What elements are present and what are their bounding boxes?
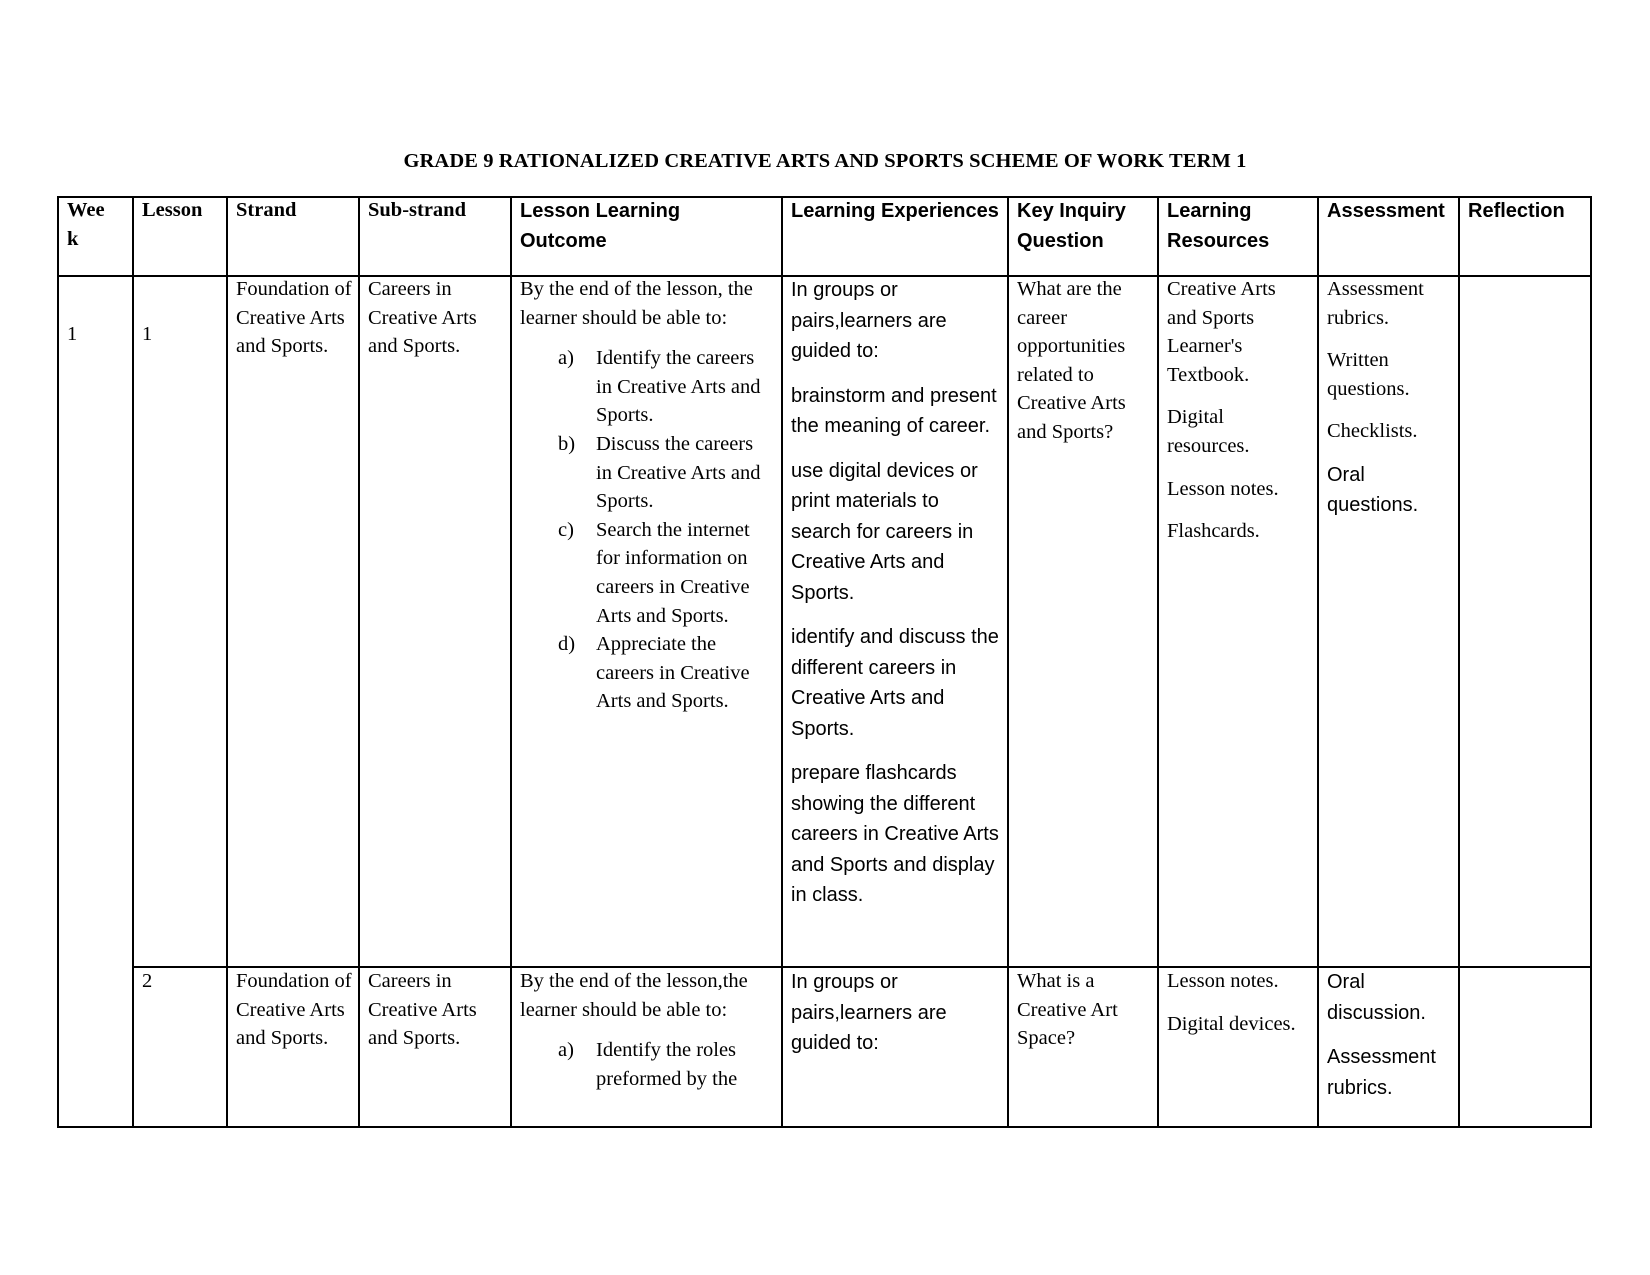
column-divider: [1157, 196, 1159, 1127]
resource-item: Digital resources.: [1167, 406, 1250, 457]
outcome-text: Identify the careers in Creative Arts and Sports.: [596, 347, 761, 427]
cell-key-inquiry-question: What are the career opportunities related to Creative Arts and Sports?: [1017, 278, 1126, 443]
header-strand: Strand: [236, 199, 297, 221]
column-divider: [358, 196, 360, 1127]
cell-learning-outcome: [520, 275, 774, 716]
header-learning-outcome: Lesson Learning Outcome: [520, 200, 681, 252]
cell-lesson: 2: [142, 970, 153, 992]
table-border-right: [1590, 196, 1592, 1127]
header-key-inquiry-question: Key Inquiry Question: [1017, 200, 1126, 252]
cell-learning-experiences: [791, 967, 1001, 1059]
header-reflection: Reflection: [1468, 200, 1565, 222]
cell-strand: Foundation of Creative Arts and Sports.: [236, 278, 352, 358]
list-marker: d): [558, 633, 576, 656]
list-item: [520, 344, 774, 430]
header-week: Wee k: [67, 199, 105, 250]
cell-sub-strand: Careers in Creative Arts and Sports.: [368, 970, 477, 1050]
column-divider: [1317, 196, 1319, 1127]
experience-paragraph: brainstorm and present the meaning of career.: [791, 384, 997, 437]
column-divider: [1007, 196, 1009, 1127]
list-item: [520, 1036, 760, 1093]
cell-assessment: [1327, 967, 1452, 1103]
outcome-text: Search the internet for information on careers in Creative Arts and Sports.: [596, 518, 750, 627]
experience-paragraph: prepare flashcards showing the different careers in Creative Arts and Sports and display in class.: [791, 762, 999, 906]
outcome-text: Appreciate the careers in Creative Arts and Sports.: [596, 633, 750, 713]
experience-paragraph: In groups or pairs,learners are guided to:: [791, 279, 947, 362]
header-learning-resources: Learning Resources: [1167, 200, 1270, 252]
cell-sub-strand: Careers in Creative Arts and Sports.: [368, 278, 477, 358]
resource-item: Lesson notes.: [1167, 477, 1279, 500]
resource-item: Lesson notes.: [1167, 970, 1279, 992]
column-divider: [510, 196, 512, 1127]
assessment-item: Written questions.: [1327, 349, 1410, 400]
assessment-item: Oral discussion.: [1327, 971, 1426, 1024]
table-border-bottom: [57, 1126, 1592, 1128]
cell-strand: Foundation of Creative Arts and Sports.: [236, 970, 352, 1050]
list-marker: a): [558, 347, 574, 370]
document-title: GRADE 9 RATIONALIZED CREATIVE ARTS AND SPORTS SCHEME OF WORK TERM 1: [403, 150, 1247, 172]
experience-paragraph: In groups or pairs,learners are guided to:: [791, 971, 947, 1054]
cell-assessment: [1327, 275, 1447, 520]
outcome-intro: By the end of the lesson, the learner should be able to:: [520, 278, 753, 329]
outcome-list: [520, 1036, 760, 1093]
experience-paragraph: use digital devices or print materials to search for careers in Creative Arts and Sports.: [791, 459, 978, 604]
cell-learning-resources: [1167, 967, 1307, 1038]
assessment-item: Oral questions.: [1327, 463, 1419, 516]
assessment-item: Assessment rubrics.: [1327, 1046, 1436, 1099]
header-learning-experiences: Learning Experiences: [791, 200, 999, 222]
list-marker: a): [558, 1039, 574, 1062]
outcome-list: [520, 344, 774, 716]
outcome-intro: By the end of the lesson,the learner should be able to:: [520, 970, 748, 1021]
assessment-item: Assessment rubrics.: [1327, 278, 1424, 329]
header-sub-strand: Sub-strand: [368, 199, 466, 221]
list-item: [520, 516, 774, 630]
cell-lesson: 1: [142, 323, 153, 345]
cell-week: 1: [67, 323, 78, 345]
header-assessment: Assessment: [1327, 200, 1445, 222]
column-divider: [57, 196, 59, 1127]
column-divider: [781, 196, 783, 1127]
assessment-item: Checklists.: [1327, 420, 1418, 443]
cell-learning-outcome: [520, 967, 760, 1125]
header-lesson: Lesson: [142, 199, 203, 221]
column-divider: [1458, 196, 1460, 1127]
resource-item: Creative Arts and Sports Learner's Textbook.: [1167, 278, 1276, 386]
column-divider: [132, 196, 134, 1127]
list-marker: b): [558, 432, 576, 455]
list-marker: c): [558, 518, 574, 541]
column-divider: [226, 196, 228, 1127]
resource-item: Digital devices.: [1167, 1012, 1296, 1035]
list-item: [520, 430, 774, 516]
cell-learning-resources: [1167, 275, 1307, 546]
cell-key-inquiry-question: What is a Creative Art Space?: [1017, 970, 1118, 1050]
outcome-text: Identify the roles preformed by the: [596, 1039, 738, 1090]
experience-paragraph: identify and discuss the different careers in Creative Arts and Sports.: [791, 626, 999, 740]
cell-learning-experiences: [791, 275, 1001, 911]
list-item: [520, 630, 774, 716]
outcome-text: Discuss the careers in Creative Arts and Sports.: [596, 432, 761, 513]
resource-item: Flashcards.: [1167, 520, 1260, 543]
